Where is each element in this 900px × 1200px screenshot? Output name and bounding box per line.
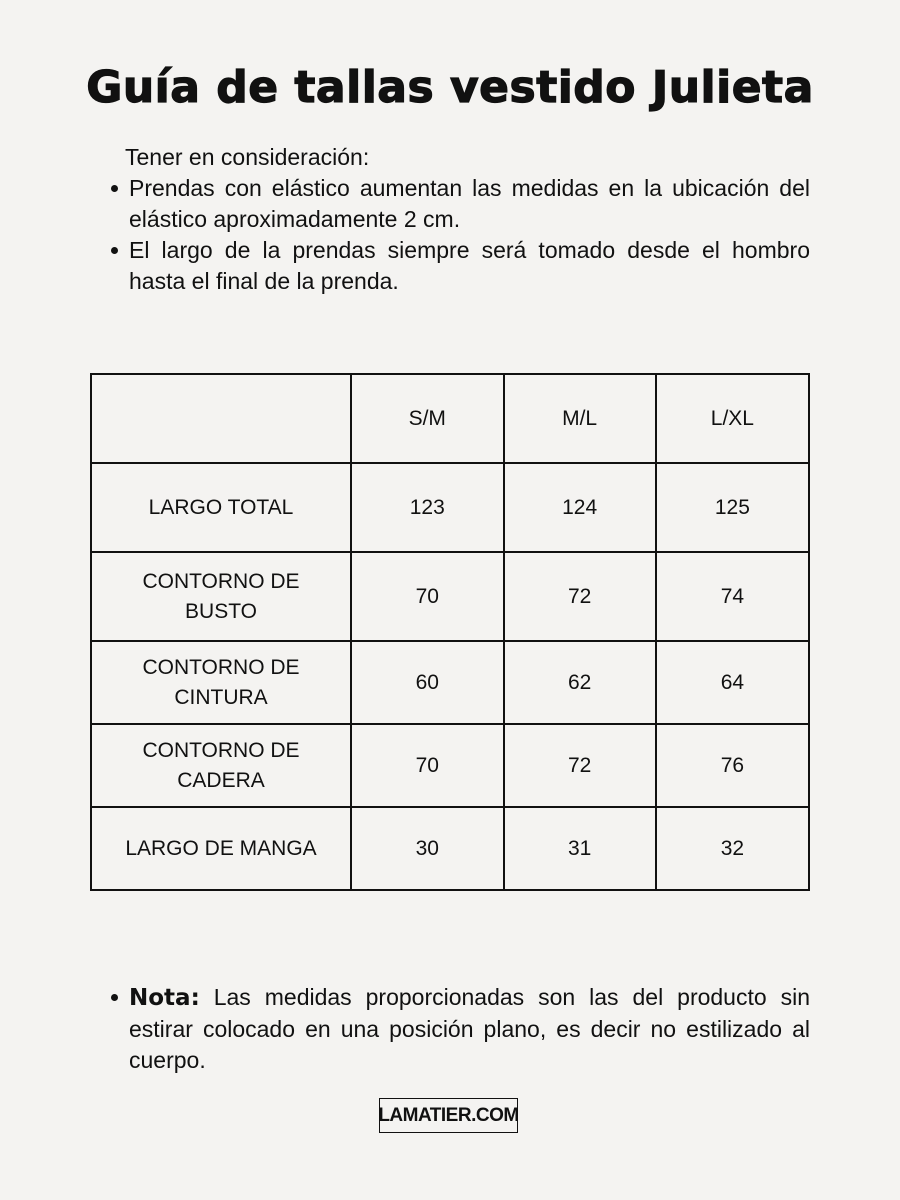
considerations-list bbox=[108, 173, 810, 297]
table-row bbox=[91, 463, 809, 552]
cell-value: 123 bbox=[351, 463, 504, 552]
header-cell-empty bbox=[91, 374, 351, 463]
cell-value: 74 bbox=[656, 552, 809, 641]
cell-value: 72 bbox=[504, 724, 656, 807]
table-header-row bbox=[91, 374, 809, 463]
note-item bbox=[108, 982, 810, 1076]
row-label: CONTORNO DE CINTURA bbox=[91, 641, 351, 724]
header-cell-ml: M/L bbox=[504, 374, 656, 463]
row-label: LARGO TOTAL bbox=[91, 463, 351, 552]
row-label: LARGO DE MANGA bbox=[91, 807, 351, 890]
header-cell-sm: S/M bbox=[351, 374, 504, 463]
consideration-item: Prendas con elástico aumentan las medidas en la ubicación del elástico aproximadamente 2 cm. bbox=[108, 173, 810, 235]
cell-value: 31 bbox=[504, 807, 656, 890]
considerations-heading: Tener en consideración: bbox=[125, 144, 370, 170]
cell-value: 64 bbox=[656, 641, 809, 724]
cell-value: 30 bbox=[351, 807, 504, 890]
size-table bbox=[90, 373, 810, 891]
table-row bbox=[91, 807, 809, 890]
cell-value: 32 bbox=[656, 807, 809, 890]
note-list bbox=[108, 982, 810, 1076]
cell-value: 72 bbox=[504, 552, 656, 641]
consideration-item: El largo de la prendas siempre será tomado desde el hombro hasta el final de la prenda. bbox=[108, 235, 810, 297]
table-row bbox=[91, 552, 809, 641]
note-section bbox=[108, 982, 810, 1076]
row-label: CONTORNO DE CADERA bbox=[91, 724, 351, 807]
considerations-section bbox=[108, 142, 810, 297]
row-label: CONTORNO DE BUSTO bbox=[91, 552, 351, 641]
table-row bbox=[91, 641, 809, 724]
cell-value: 125 bbox=[656, 463, 809, 552]
note-label: Nota: bbox=[129, 985, 200, 1011]
cell-value: 70 bbox=[351, 552, 504, 641]
note-text: Las medidas proporcionadas son las del producto sin estirar colocado en una posición plano, es decir no estilizado al cuerpo. bbox=[129, 984, 811, 1073]
cell-value: 76 bbox=[656, 724, 809, 807]
page-title: Guía de tallas vestido Julieta bbox=[86, 62, 814, 113]
cell-value: 70 bbox=[351, 724, 504, 807]
brand-logo: LAMATIER.COM bbox=[379, 1098, 518, 1133]
cell-value: 124 bbox=[504, 463, 656, 552]
cell-value: 60 bbox=[351, 641, 504, 724]
table-row bbox=[91, 724, 809, 807]
cell-value: 62 bbox=[504, 641, 656, 724]
header-cell-lxl: L/XL bbox=[656, 374, 809, 463]
